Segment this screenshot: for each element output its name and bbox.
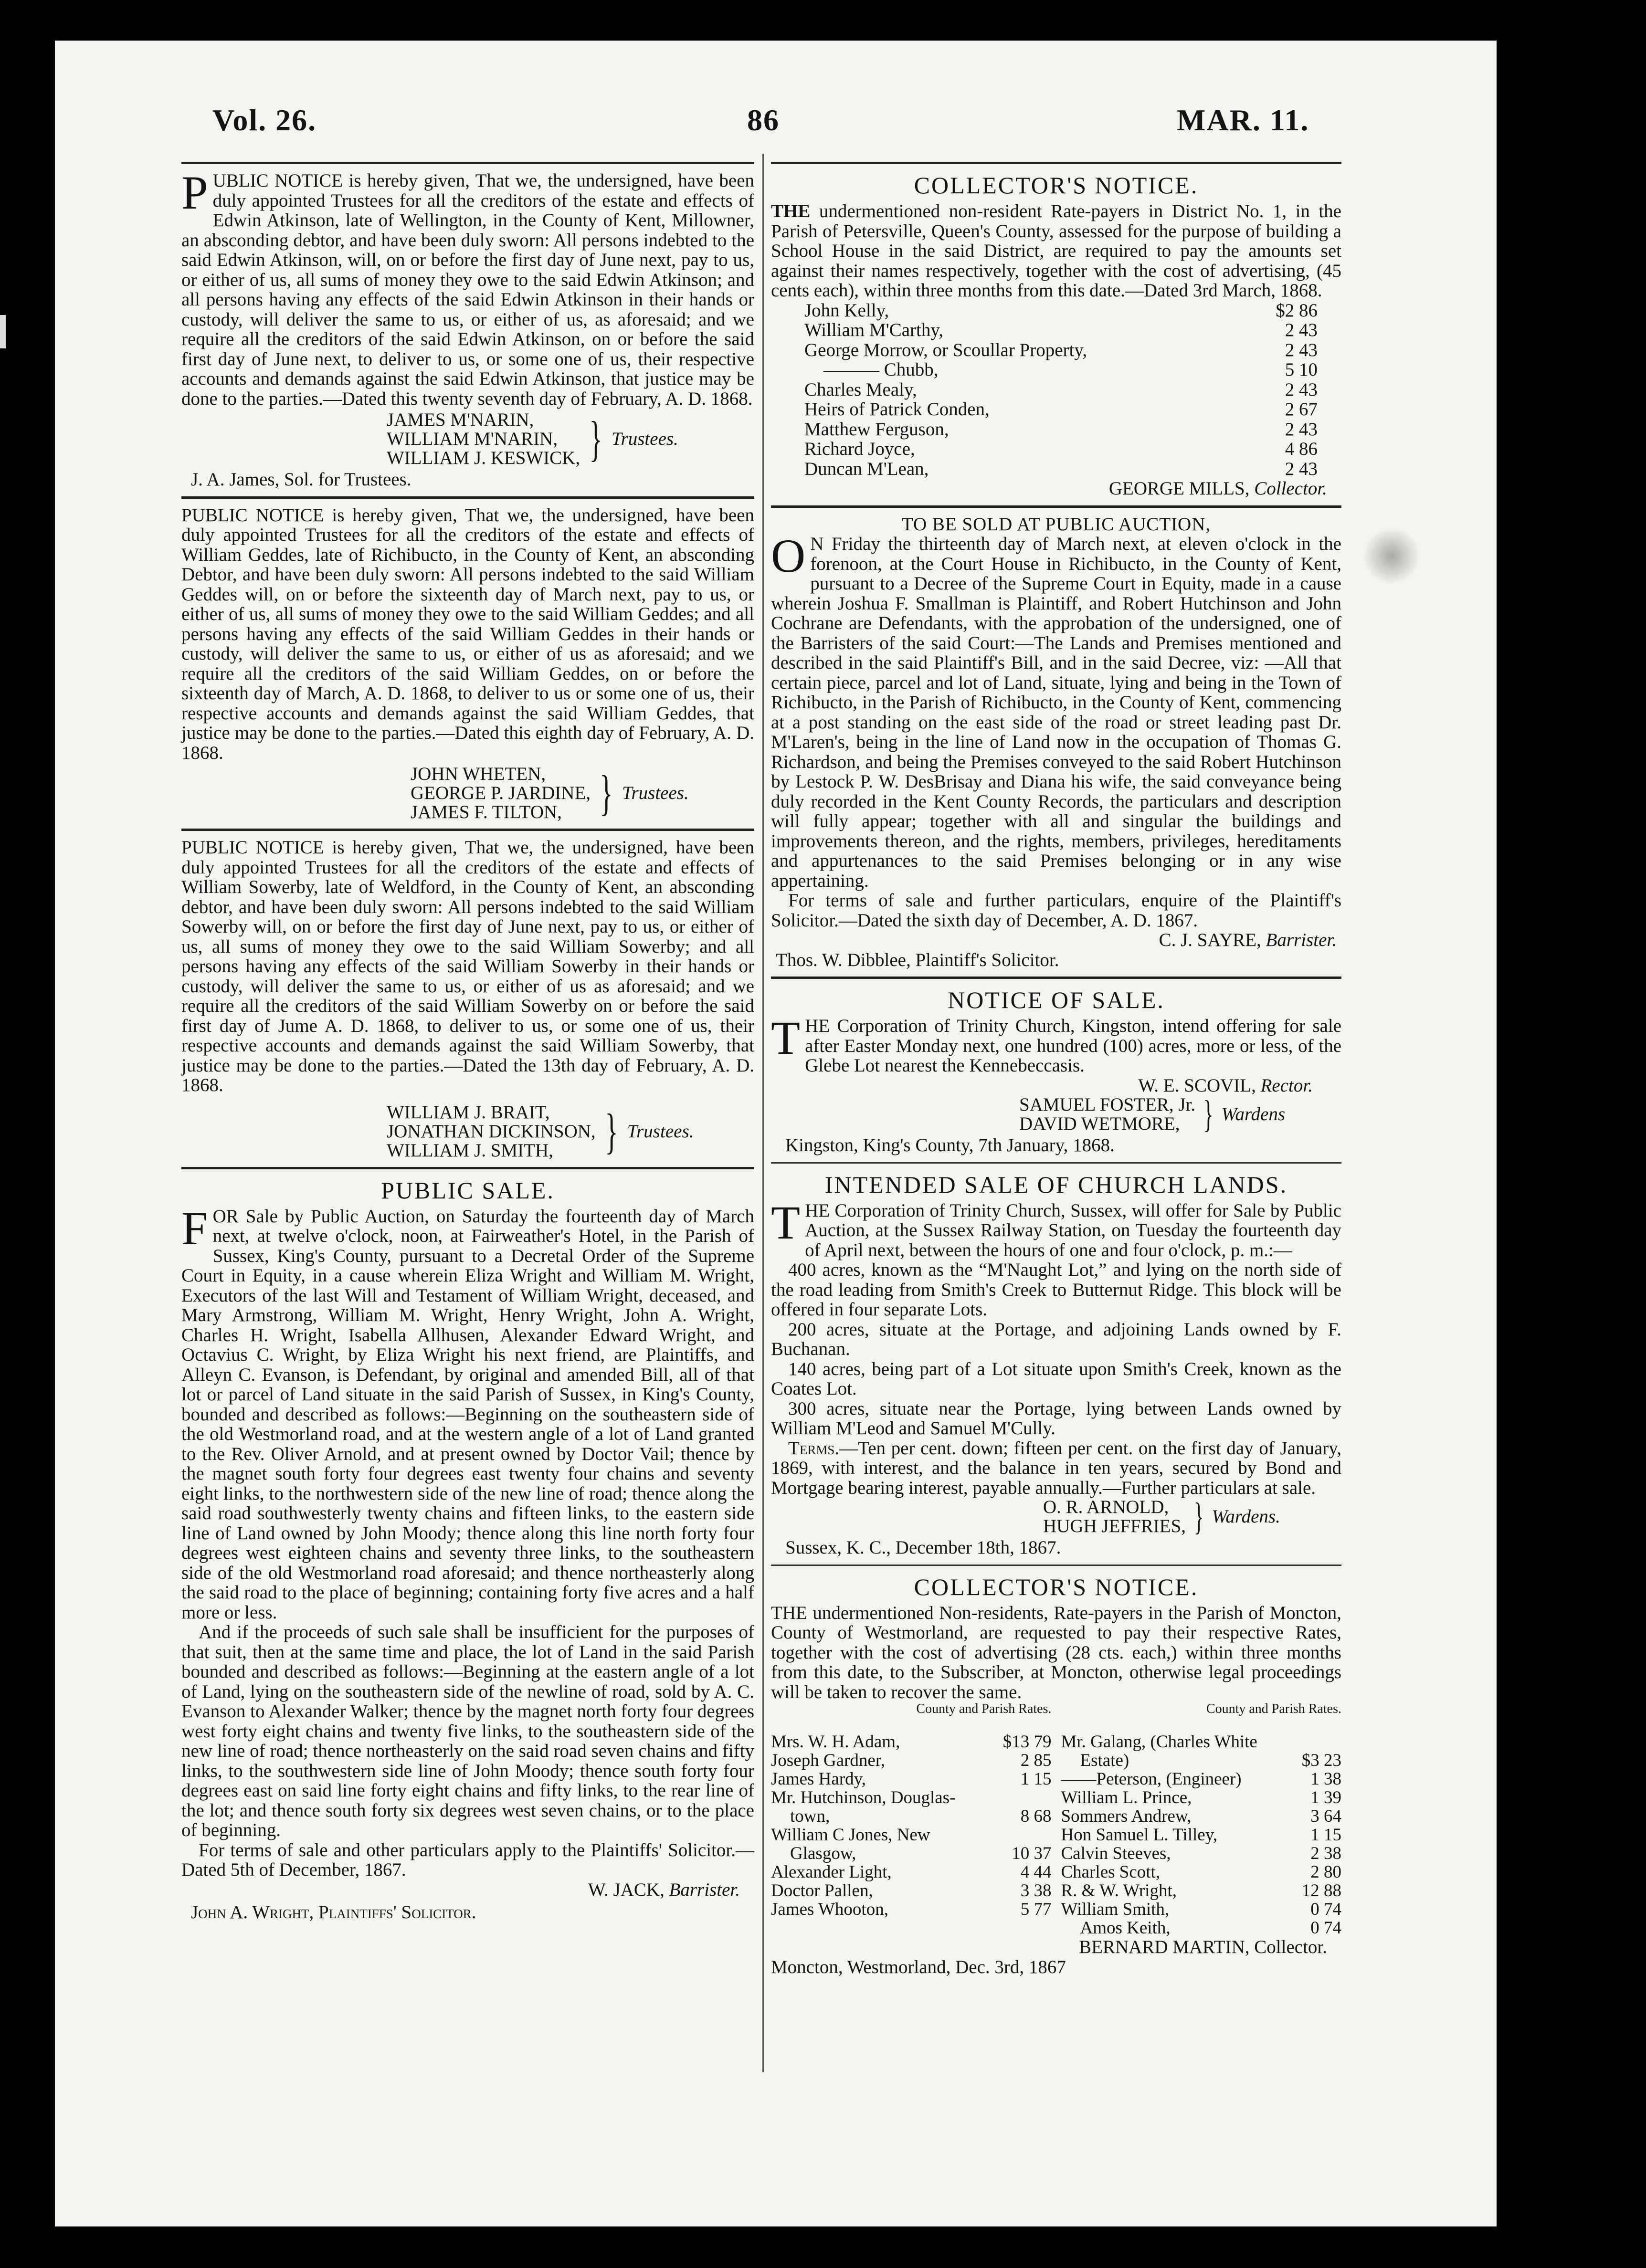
column-header: County and Parish Rates. bbox=[1206, 1701, 1341, 1716]
trustee-signatures bbox=[387, 410, 754, 468]
barrister-role: Barrister. bbox=[1266, 930, 1337, 950]
page-number: 86 bbox=[747, 103, 780, 137]
dateline: Moncton, Westmorland, Dec. 3rd, 1867 bbox=[771, 1956, 1066, 1977]
notice-text: HE Corporation of Trinity Church, Sussex, will offer for Sale by Public Auction, at the Sussex Railway Station, on Tuesday the fourteenth day of April next, between the hours of one and four o'clock, p. m.:— bbox=[805, 1200, 1341, 1260]
volume-header: Vol. 26. bbox=[212, 103, 317, 137]
barrister-role: Barrister. bbox=[669, 1879, 740, 1900]
collectors-notice-moncton bbox=[771, 1573, 1341, 1977]
barrister-name: W. JACK, bbox=[588, 1879, 665, 1900]
trustees-role: Trustees. bbox=[622, 783, 689, 804]
notice-text: And if the proceeds of such sale shall be insufficient for the purposes of that suit, then at the same time and place, the lot of Land in the said Parish bounded and described as follows:—Beginning at the eastern angle of a lot of Land, lying on the southeastern side of the newline of road, sold by A. C. Evanson to Alexander Walker; thence by the magnet north forty four degrees west forty eight chains and twenty five links, to the southeastern side of the new line of road; thence northeasterly on the said road seven chains and fifty links, to the southwestern side line of John Moody; thence south forty four degrees east on said line forty eight chains and fifty links, to the rear line of the lot; and thence south forty six degrees west seven chains, or to the place of beginning. bbox=[181, 1622, 754, 1840]
collector-signature bbox=[771, 479, 1341, 499]
rates-table-right bbox=[1061, 1702, 1342, 1937]
notice-text: HE Corporation of Trinity Church, Kingston, intend offering for sale after Easter Monday next, one hundred (100) acres, more or less, of the Glebe Lot nearest the Kennebeccasis. bbox=[805, 1016, 1341, 1076]
warden-name: O. R. ARNOLD, bbox=[1043, 1497, 1169, 1517]
table-row: William C Jones, New bbox=[771, 1825, 930, 1845]
trustee-notice-sowerby bbox=[181, 838, 754, 1160]
trustee-notice-atkinson bbox=[181, 166, 754, 490]
top-rule bbox=[181, 162, 754, 164]
public-sale-notice bbox=[181, 1176, 754, 1922]
list-item: George Morrow, or Scoullar Property, 2 43 bbox=[804, 339, 1318, 360]
drop-cap: T bbox=[771, 1011, 801, 1064]
list-item: Richard Joyce, 4 86 bbox=[804, 439, 1318, 459]
notice-text: undermentioned non-resident Rate-payers in District No. 1, in the Parish of Petersville, Queen's County, assessed for the purpose of building a School House in the said District, are required to pay the amounts set against their names respectively, together with the cost of advertising, (45 cents each), within three months from this date.—Dated 3rd March, 1868. bbox=[771, 201, 1341, 301]
trustee-name: WILLIAM J. BRAIT, bbox=[387, 1102, 550, 1123]
brace-icon: } bbox=[600, 766, 613, 820]
section-title: NOTICE OF SALE. bbox=[948, 987, 1165, 1013]
brace-icon: } bbox=[1203, 1093, 1213, 1135]
barrister-signature bbox=[181, 1880, 754, 1900]
brace-icon: } bbox=[1193, 1496, 1204, 1538]
trustee-name: WILLIAM M'NARIN, bbox=[387, 429, 558, 449]
wardens-signatures bbox=[1019, 1095, 1341, 1134]
table-row: Joseph Gardner, 2 85 bbox=[771, 1751, 1052, 1770]
collector-name: GEORGE MILLS, bbox=[1108, 478, 1250, 499]
ratepayer-list bbox=[771, 301, 1341, 479]
trustee-name: JAMES M'NARIN, bbox=[387, 410, 534, 430]
section-rule bbox=[771, 1162, 1341, 1164]
column-header: County and Parish Rates. bbox=[916, 1701, 1052, 1716]
warden-name: HUGH JEFFRIES, bbox=[1043, 1516, 1186, 1536]
list-item: Charles Mealy, 2 43 bbox=[804, 379, 1318, 400]
left-column bbox=[181, 155, 754, 1922]
list-item: 140 acres, being part of a Lot situate upon Smith's Creek, known as the Coates Lot. bbox=[771, 1358, 1341, 1399]
collectors-notice-petersville bbox=[771, 171, 1341, 499]
table-row: Mr. Galang, (Charles White bbox=[1061, 1732, 1257, 1752]
notice-text: THE undermentioned Non-residents, Rate-payers in the Parish of Moncton, County of Westmorland, are requested to pay their respective Rates, together with the cost of advertising (28 cts. each,) within three months from this date, to the Subscriber, at Moncton, otherwise legal proceedings will be taken to recover the same. bbox=[771, 1602, 1341, 1702]
table-row: James Whooton, 5 77 bbox=[771, 1900, 1052, 1919]
notice-text: N Friday the thirteenth day of March next, at eleven o'clock in the forenoon, at the Court House in Richibucto, in the County of Kent, pursuant to a Decree of the Supreme Court in Equity, made in a cause wherein Joshua F. Smallman is Plaintiff, and Robert Hutchinson and John Cochrane are Defendants, with the approbation of the undersigned, one of the Barristers of the said Court:—The Lands and Premises mentioned and described in the said Plaintiff's Bill, and in the said Decree, viz: —All that certain piece, parcel and lot of Land, situate, lying and being in the Town of Richibucto, in the Parish of Richibucto, in the County of Kent, commencing at a post standing on the east side of the road or street leading past Dr. M'Laren's, being in the line of Land now in the occupation of Thomas G. Richardson, and being the Premises conveyed to the said Robert Hutchinson by Lestock P. W. DesBrisay and Diana his wife, the said conveyance being duly recorded in the Kent County Records, the particulars and description will fully appear; together with all and singular the buildings and improvements thereon, and the rights, members, privileges, hereditaments and appurtenances to the said Premises belonging or in any wise appertaining. bbox=[771, 534, 1341, 891]
rector-name: W. E. SCOVIL, bbox=[1138, 1075, 1256, 1096]
list-item: 300 acres, situate near the Portage, lying between Lands owned by William M'Leod and Samuel M'Cully. bbox=[771, 1398, 1341, 1438]
column-divider bbox=[762, 154, 764, 2072]
table-row: Mr. Hutchinson, Douglas- bbox=[771, 1788, 956, 1807]
drop-cap: O bbox=[771, 529, 806, 582]
collector-role: Collector. bbox=[1254, 478, 1327, 499]
table-row: William Smith, 0 74 bbox=[1061, 1900, 1341, 1919]
list-item: 200 acres, situate at the Portage, and adjoining Lands owned by F. Buchanan. bbox=[771, 1319, 1341, 1359]
table-row: Amos Keith, 0 74 bbox=[1080, 1918, 1341, 1938]
solicitor-line: John A. Wright, Plaintiffs' Solicitor. bbox=[191, 1902, 476, 1922]
notice-of-sale bbox=[771, 986, 1341, 1155]
top-rule bbox=[771, 162, 1341, 164]
dateline: Kingston, King's County, 7th January, 1868. bbox=[785, 1135, 1115, 1155]
brace-icon: } bbox=[589, 411, 602, 466]
warden-name: SAMUEL FOSTER, Jr. bbox=[1019, 1094, 1196, 1115]
section-rule bbox=[771, 1564, 1341, 1566]
table-row: Glasgow, 10 37 bbox=[790, 1844, 1052, 1863]
section-title: INTENDED SALE OF CHURCH LANDS. bbox=[824, 1171, 1288, 1198]
notice-text: PUBLIC NOTICE is hereby given, That we, the undersigned, have been duly appointed Trustees for all the creditors of the estate and effects of William Sowerby, late of Weldford, in the County of Kent, an absconding debtor, and have been duly sworn: All persons indebted to the said William Sowerby will, on or before the first day of June next, pay to us, or either of us, all sums of money they owe to the said William Sowerby; and all persons having any effects of the said William Sowerby in their hands or custody, will deliver the same to us, or either of us as aforesaid; and we require all the creditors of the said William Sowerby on or before the said first day of Jume A. D. 1868, to deliver to us, or some one of us, their respective accounts and demands against the said William Sowerby, that justice may be done to the parties.—Dated the 13th day of February, A. D. 1868. bbox=[181, 837, 754, 1095]
list-item: Heirs of Patrick Conden, 2 67 bbox=[804, 399, 1318, 420]
rector-signature bbox=[771, 1076, 1341, 1096]
date-header: MAR. 11. bbox=[1177, 103, 1309, 137]
warden-name: DAVID WETMORE, bbox=[1019, 1113, 1180, 1134]
table-row: Alexander Light, 4 44 bbox=[771, 1862, 1052, 1882]
section-rule bbox=[771, 976, 1341, 979]
notice-text: For terms of sale and other particulars apply to the Plaintiffs' Solicitor.—Dated 5th of December, 1867. bbox=[181, 1839, 754, 1880]
trustee-name: JONATHAN DICKINSON, bbox=[387, 1121, 596, 1142]
table-row: Calvin Steeves, 2 38 bbox=[1061, 1844, 1341, 1863]
section-rule bbox=[181, 1167, 754, 1169]
section-title: PUBLIC SALE. bbox=[381, 1176, 555, 1204]
section-title: COLLECTOR'S NOTICE. bbox=[914, 172, 1199, 199]
rates-table bbox=[771, 1702, 1341, 1937]
section-title: TO BE SOLD AT PUBLIC AUCTION, bbox=[901, 514, 1211, 535]
trustee-name: GEORGE P. JARDINE, bbox=[411, 783, 591, 803]
terms-text: —Ten per cent. down; fifteen per cent. on the first day of January, 1869, with interest, and the balance in ten years, secured by Bond and Mortgage bearing interest, payable annually.—Further particulars at sale. bbox=[771, 1438, 1341, 1498]
table-row: Estate) $3 23 bbox=[1080, 1751, 1341, 1770]
section-rule bbox=[771, 505, 1341, 508]
notice-text: For terms of sale and further particulars, enquire of the Plaintiff's Solicitor.—Dated the sixth day of December, A. D. 1867. bbox=[771, 890, 1341, 931]
table-row: Sommers Andrew, 3 64 bbox=[1061, 1806, 1341, 1826]
table-row: James Hardy, 1 15 bbox=[771, 1769, 1052, 1789]
table-row: ——Peterson, (Engineer) 1 38 bbox=[1061, 1769, 1341, 1789]
trustees-role: Trustees. bbox=[627, 1121, 694, 1142]
brace-icon: } bbox=[604, 1103, 618, 1159]
public-auction-notice bbox=[771, 514, 1341, 970]
table-row: R. & W. Wright, 12 88 bbox=[1061, 1881, 1341, 1900]
wardens-role: Wardens. bbox=[1212, 1506, 1280, 1527]
table-row: Doctor Pallen, 3 38 bbox=[771, 1881, 1052, 1900]
drop-cap: F bbox=[181, 1201, 208, 1255]
notice-text: UBLIC NOTICE is hereby given, That we, the undersigned, have been duly appointed Trustees for all the creditors of the estate and effects of Edwin Atkinson, late of Wellington, in the County of Kent, Millowner, an absconding debtor, and have been duly sworn: All persons indebted to the said Edwin Atkinson, will, on or before the first day of June next, pay to us, or either of us, all sums of money they owe to the said Edwin Atkinson; and all persons having any effects of the said Edwin Atkinson in their hands or custody, will deliver the same to us, or either of us, as aforesaid; and we require all the creditors of the said Edwin Atkinson, on or before the said first day of June next, to deliver to us, or some one of us, their respective accounts and demands against the said Edwin Atkinson, that justice may be done to the parties.—Dated this twenty seventh day of February, A. D. 1868. bbox=[181, 170, 754, 409]
dateline: Sussex, K. C., December 18th, 1867. bbox=[785, 1537, 1061, 1558]
list-item: ——— Chubb, 5 10 bbox=[823, 359, 1318, 380]
section-title: COLLECTOR'S NOTICE. bbox=[914, 1573, 1199, 1600]
rector-role: Rector. bbox=[1260, 1075, 1313, 1096]
barrister-signature bbox=[771, 930, 1341, 950]
wardens-signatures bbox=[1043, 1498, 1341, 1536]
notice-text: PUBLIC NOTICE is hereby given, That we, the undersigned, have been duly appointed Trustees for all the creditors of the estate and effects of William Geddes, late of Richibucto, in the County of Kent, an absconding Debtor, and have been duly sworn: All persons indebted to the said William Geddes will, on or before the sixteenth day of March next, pay to us, or either of us, all sums of money they owe to the said William Geddes; and all persons having any effects of the said William Geddes in their hands or custody, will deliver the same to us, or either of us as aforesaid; and we require all the creditors of the said William Geddes, on or before the sixteenth day of March, A. D. 1868, to deliver to us or some one of us, their respective accounts and demands against the said William Geddes, that justice may be done to the parties.—Dated this eighth day of February, A. D. 1868. bbox=[181, 504, 754, 763]
section-rule bbox=[181, 829, 754, 831]
trustee-signatures bbox=[411, 765, 754, 822]
collector-signature: BERNARD MARTIN, Collector. bbox=[1079, 1937, 1327, 1957]
church-lands-sale bbox=[771, 1170, 1341, 1558]
table-row: town, 8 68 bbox=[790, 1806, 1052, 1826]
notice-text: OR Sale by Public Auction, on Saturday the fourteenth day of March next, at twelve o'clock, noon, at Fairweather's Hotel, in the Parish of Sussex, King's County, pursuant to a Decretal Order of the Supreme Court in Equity, in a cause wherein Eliza Wright and William M. Wright, Executors of the last Will and Testament of William Wright, deceased, and Mary Armstrong, William M. Wright, Henry Wright, John A. Wright, Charles H. Wright, Isabella Allhusen, Alexander Edward Wright, and Octavius C. Wright, by Eliza Wright his next friend, are Plaintiffs, and Alleyn C. Evanson, is Defendant, by original and amended Bill, all of that lot or parcel of Land situate in the said Parish of Sussex, in King's County, bounded and described as follows:—Beginning on the southeastern side of the old Westmorland road, and at the western angle of a lot of Land granted to the Rev. Oliver Arnold, and at present owned by Doctor Vail; thence by the magnet south forty four degrees east twenty four chains and seventy eight links, to the northwestern side of the new line of road; thence along the said road southwesterly twenty chains and fifteen links, to the eastern side line of Land owned by John Moody; thence along this line north forty four degrees west eighteen chains and seventy three links, to the southeastern side of the old Westmorland road aforesaid; and thence northeasterly along the said road to the place of beginning; containing forty five acres and a half more or less. bbox=[181, 1206, 754, 1623]
trustee-notice-geddes bbox=[181, 505, 754, 822]
list-item: Matthew Ferguson, 2 43 bbox=[804, 419, 1318, 440]
list-item: 400 acres, known as the “M'Naught Lot,” and lying on the north side of the road leading from Smith's Creek to Butternut Ridge. This block will be offered in four separate Lots. bbox=[771, 1260, 1341, 1320]
barrister-name: C. J. SAYRE, bbox=[1159, 930, 1261, 950]
ink-smudge bbox=[1363, 527, 1420, 585]
trustee-name: JAMES F. TILTON, bbox=[411, 802, 562, 822]
lead-word: THE bbox=[771, 201, 811, 221]
trustee-name: WILLIAM J. KESWICK, bbox=[387, 448, 580, 468]
drop-cap: T bbox=[771, 1196, 801, 1249]
drop-cap: P bbox=[181, 166, 208, 219]
rates-table-left bbox=[771, 1702, 1052, 1937]
table-row: Mrs. W. H. Adam, $13 79 bbox=[771, 1732, 1052, 1752]
trustees-role: Trustees. bbox=[612, 429, 678, 450]
trustee-signatures bbox=[387, 1103, 754, 1160]
wardens-role: Wardens bbox=[1221, 1104, 1286, 1125]
trustee-name: WILLIAM J. SMITH, bbox=[387, 1140, 553, 1161]
right-column bbox=[771, 155, 1341, 1977]
solicitor-line: J. A. James, Sol. for Trustees. bbox=[191, 469, 412, 490]
list-item: William M'Carthy, 2 43 bbox=[804, 320, 1318, 340]
table-row: Hon Samuel L. Tilley, 1 15 bbox=[1061, 1825, 1341, 1845]
table-row: Charles Scott, 2 80 bbox=[1061, 1862, 1341, 1882]
table-row: William L. Prince, 1 39 bbox=[1061, 1788, 1341, 1807]
trustee-name: JOHN WHETEN, bbox=[411, 764, 546, 784]
page-edge bbox=[0, 315, 6, 348]
section-rule bbox=[181, 496, 754, 499]
solicitor-line: Thos. W. Dibblee, Plaintiff's Solicitor. bbox=[776, 949, 1059, 970]
terms-label: Terms. bbox=[788, 1438, 840, 1459]
list-item: John Kelly, $2 86 bbox=[804, 300, 1318, 321]
list-item: Duncan M'Lean, 2 43 bbox=[804, 458, 1318, 479]
